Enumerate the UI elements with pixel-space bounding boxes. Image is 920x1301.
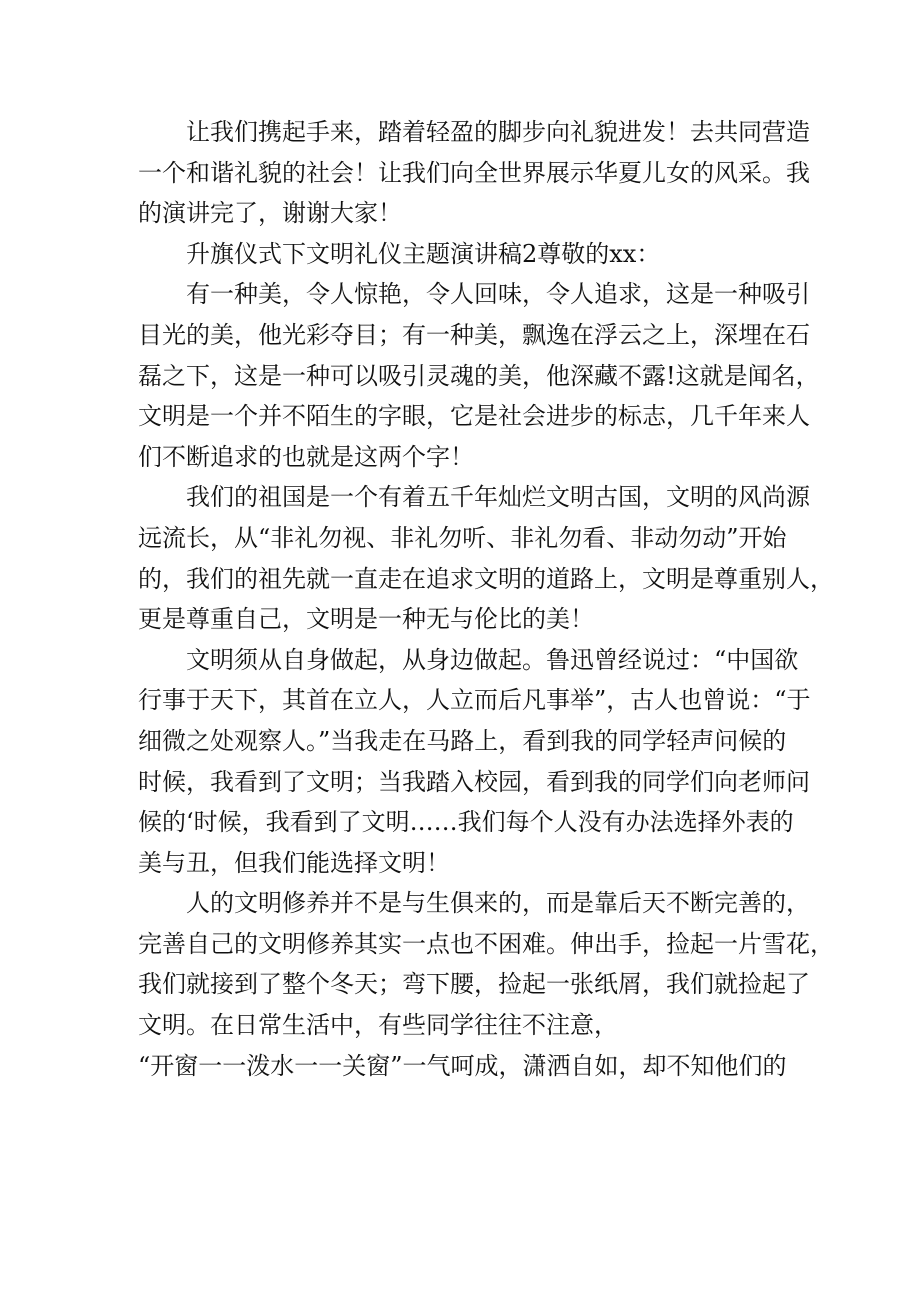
text-line: 文明。在日常生活中，有些同学往往不注意，	[138, 1011, 618, 1040]
paragraph-closing	[138, 112, 810, 234]
text-line: 更是尊重自己，文明是一种无与伦比的美！	[138, 605, 594, 634]
paragraph-cultivation	[138, 883, 834, 1045]
text-line: 们不断追求的也就是这两个字！	[138, 442, 474, 471]
speech-heading	[138, 234, 788, 275]
text-line: 目光的美，他光彩夺目；有一种美，飘逸在浮云之上，深埋在石	[138, 320, 810, 349]
text-line: 我们的祖国是一个有着五千年灿烂文明古国，文明的风尚源	[186, 483, 810, 512]
paragraph-beauty	[138, 274, 820, 477]
paragraph-start-from-self	[138, 640, 811, 884]
text-line: 的演讲完了，谢谢大家！	[138, 199, 402, 228]
text-line: 的，我们的祖先就一直走在追求文明的道路上，文明是尊重别人，	[138, 564, 834, 593]
text-line: “开窗一一泼水一一关窗”一气呵成，潇洒自如，却不知他们的	[138, 1051, 787, 1080]
paragraph-window	[138, 1046, 788, 1087]
text-line: 行事于天下，其首在立人，人立而后凡事举”，古人也曾说：“于	[138, 686, 811, 715]
text-line: 完善自己的文明修养其实一点也不困难。伸出手，捡起一片雪花，	[138, 929, 834, 958]
text-line: 让我们携起手来，踏着轻盈的脚步向礼貌进发！去共同营造	[186, 118, 810, 146]
text-line: 远流长，从“非礼勿视、非礼勿听、非礼勿看、非动勿动”开始	[138, 523, 787, 552]
document-page	[138, 112, 834, 1086]
paragraph-motherland	[138, 477, 834, 639]
text-line: 人的文明修养并不是与生俱来的，而是靠后天不断完善的，	[186, 889, 810, 918]
text-line: 文明是一个并不陌生的字眼，它是社会进步的标志，几千年来人	[138, 402, 810, 431]
text-line: 有一种美，令人惊艳，令人回味，令人追求，这是一种吸引	[186, 280, 810, 309]
text-line: 美与丑，但我们能选择文明！	[138, 848, 450, 877]
text-line: 候的‘时候，我看到了文明……我们每个人没有办法选择外表的	[138, 808, 794, 837]
text-line: 文明须从自身做起，从身边做起。鲁迅曾经说过：“中国欲	[186, 645, 799, 674]
text-line: 升旗仪式下文明礼仪主题演讲稿2尊敬的xx：	[186, 239, 661, 268]
text-line: 我们就接到了整个冬天；弯下腰，捡起一张纸屑，我们就捡起了	[138, 970, 810, 999]
text-line: 磊之下，这是一种可以吸引灵魂的美，他深藏不露!这就是闻名，	[138, 361, 820, 390]
text-line: 时候，我看到了文明；当我踏入校园，看到我的同学们向老师问	[138, 767, 810, 796]
text-line: 一个和谐礼貌的社会！让我们向全世界展示华夏儿女的风采。我	[138, 158, 810, 187]
text-line: 细微之处观察人。”当我走在马路上，看到我的同学轻声问候的	[138, 726, 787, 755]
